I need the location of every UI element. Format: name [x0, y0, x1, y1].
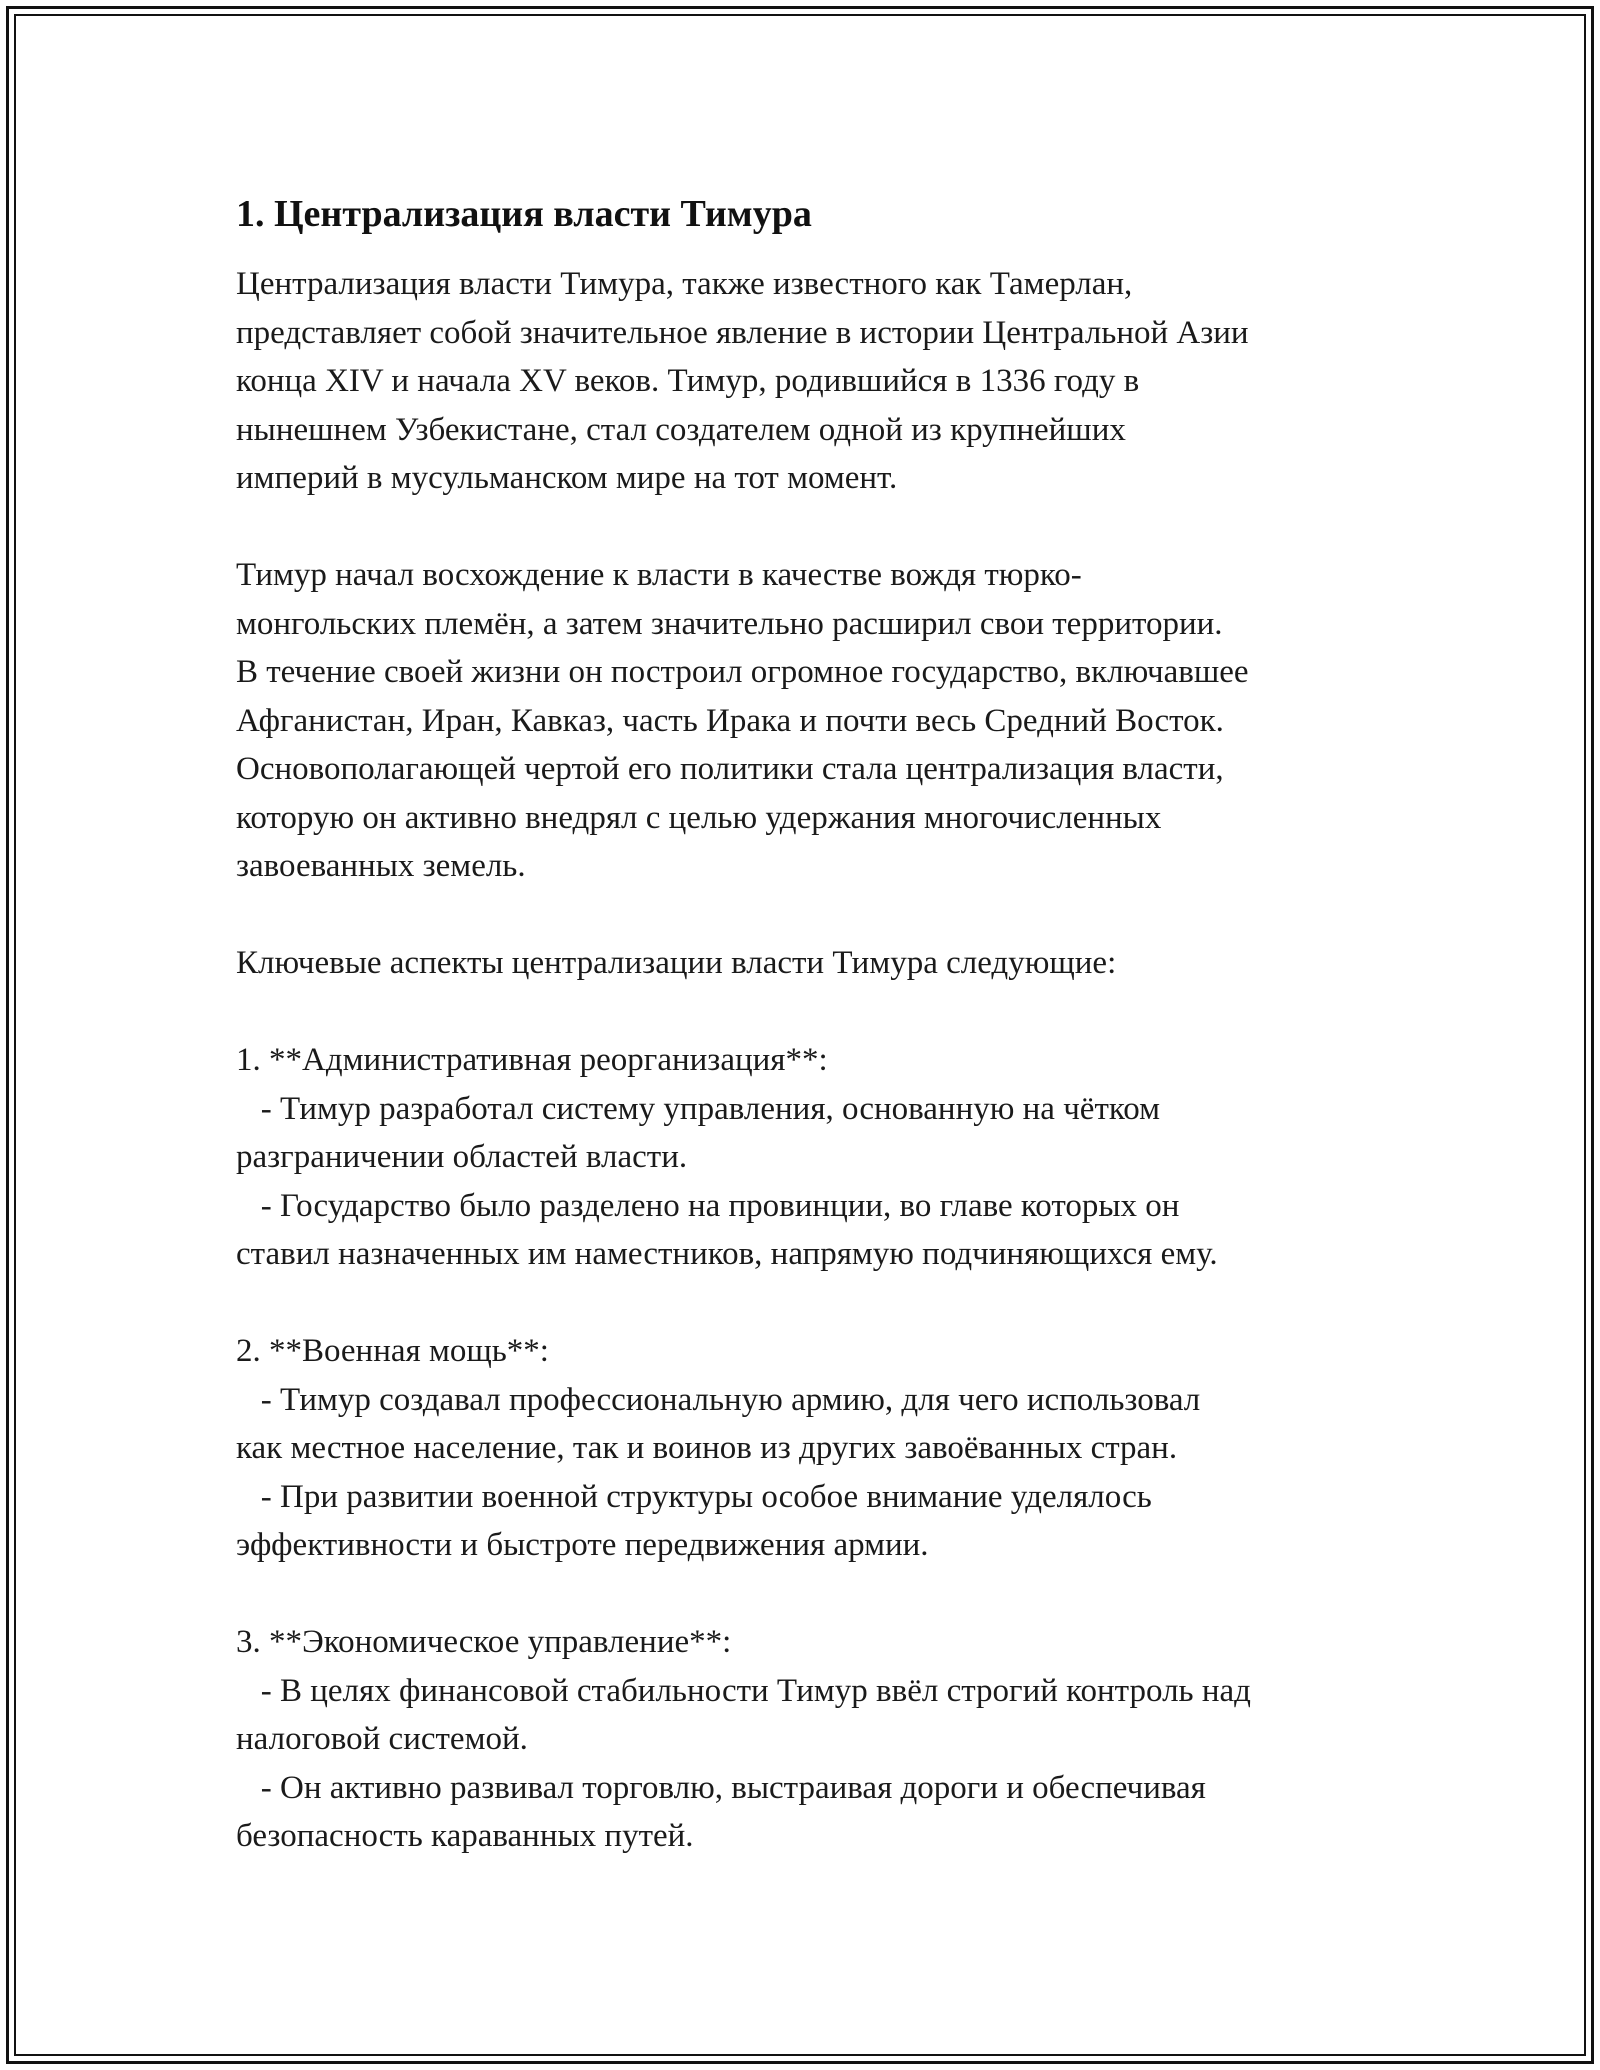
text-line: конца XIV и начала XV веков. Тимур, родившийся в 1336 году в: [236, 363, 1140, 399]
document-content: [236, 188, 1416, 1861]
text-line: завоеванных земель.: [236, 848, 526, 884]
text-line: налоговой системой.: [236, 1721, 528, 1757]
text-line: нынешнем Узбекистане, стал создателем одной из крупнейших: [236, 411, 1126, 448]
list-sub-item: - Тимур разработал систему управления, основанную на чётком: [236, 1090, 1160, 1127]
text-line: безопасность караванных путей.: [236, 1818, 694, 1854]
text-line: В течение своей жизни он построил огромное государство, включавшее: [236, 654, 1249, 690]
text-line: эффективности и быстроте передвижения армии.: [236, 1527, 929, 1563]
text-line: которую он активно внедрял с целью удержания многочисленных: [236, 799, 1162, 836]
blank-line: [236, 503, 1416, 552]
list-sub-item: - Государство было разделено на провинции, во главе которых он: [236, 1187, 1180, 1224]
text-line: монгольских племён, а затем значительно расширил свои территории.: [236, 605, 1223, 642]
body-text: [236, 260, 1416, 1861]
section-title: 1. Централизация власти Тимура: [236, 193, 812, 235]
blank-line: [236, 988, 1416, 1037]
text-line: Афганистан, Иран, Кавказ, часть Ирака и почти весь Средний Восток.: [236, 702, 1224, 739]
list-item-heading: 1. **Административная реорганизация**:: [236, 1042, 828, 1078]
blank-line: [236, 891, 1416, 940]
list-sub-item: - Тимур создавал профессиональную армию, для чего использовал: [236, 1381, 1201, 1418]
list-sub-item: - Он активно развивал торговлю, выстраивая дороги и обеспечивая: [236, 1769, 1206, 1806]
blank-line: [236, 1570, 1416, 1619]
text-line: разграничении областей власти.: [236, 1139, 688, 1175]
blank-line: [236, 1279, 1416, 1328]
text-line: представляет собой значительное явление в истории Центральной Азии: [236, 314, 1249, 351]
text-line: ставил назначенных им наместников, напрямую подчиняющихся ему.: [236, 1236, 1218, 1272]
list-sub-item: - При развитии военной структуры особое внимание уделялось: [236, 1478, 1152, 1515]
text-line: империй в мусульманском мире на тот момент.: [236, 460, 898, 496]
list-item-heading: 3. **Экономическое управление**:: [236, 1624, 732, 1660]
text-line: Ключевые аспекты централизации власти Тимура следующие:: [236, 945, 1117, 981]
list-sub-item: - В целях финансовой стабильности Тимур ввёл строгий контроль над: [236, 1672, 1251, 1709]
list-item-heading: 2. **Военная мощь**:: [236, 1333, 549, 1369]
text-line: Централизация власти Тимура, также известного как Тамерлан,: [236, 266, 1133, 302]
text-line: Основополагающей чертой его политики стала централизация власти,: [236, 751, 1224, 787]
text-line: Тимур начал восхождение к власти в качестве вождя тюрко-: [236, 557, 1082, 593]
text-line: как местное население, так и воинов из других завоёванных стран.: [236, 1430, 1178, 1466]
